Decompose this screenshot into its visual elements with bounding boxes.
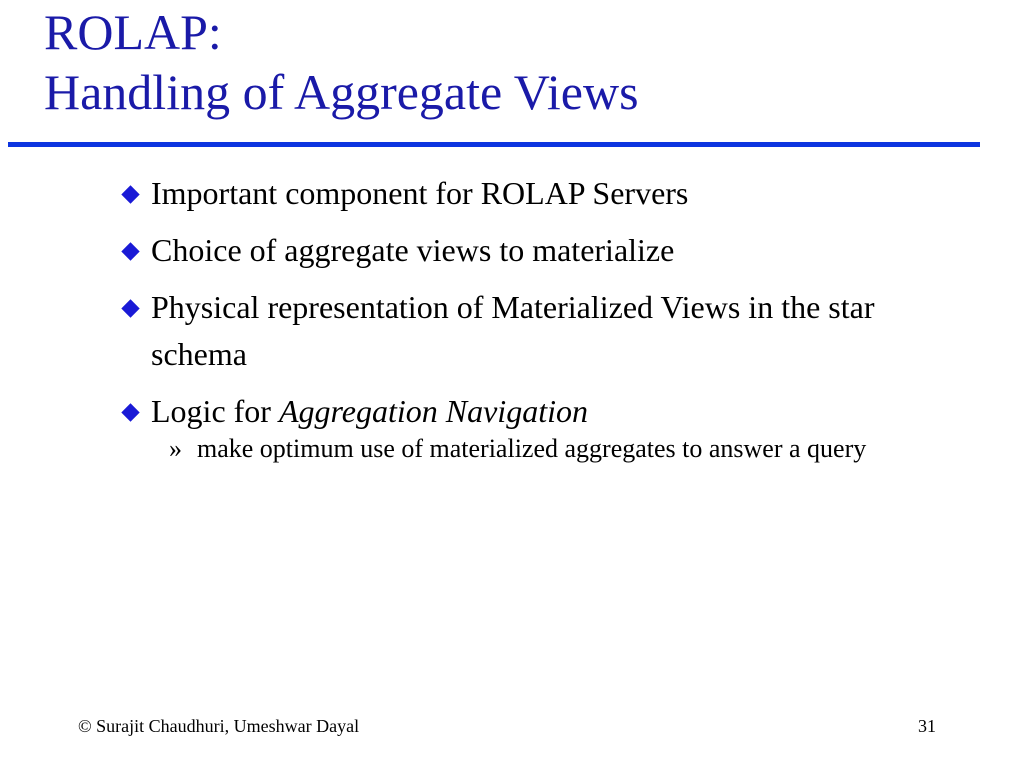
bullet-item bbox=[120, 170, 950, 217]
footer-copyright: © Surajit Chaudhuri, Umeshwar Dayal bbox=[78, 716, 360, 736]
bullet-text: Important component for ROLAP Servers bbox=[151, 175, 689, 211]
diamond-bullet-icon bbox=[121, 403, 139, 421]
footer-page-number: 31 bbox=[918, 716, 936, 736]
bullet-text bbox=[151, 393, 588, 429]
bullet-item bbox=[120, 388, 950, 464]
slide-title-line-1: ROLAP: bbox=[44, 4, 222, 60]
title-divider bbox=[8, 142, 980, 147]
bullet-text-emphasis: Aggregation Navigation bbox=[278, 393, 588, 429]
bullet-item bbox=[120, 227, 950, 274]
sub-bullet-item bbox=[151, 433, 950, 464]
sub-bullet-text: make optimum use of materialized aggregates to answer a query bbox=[197, 434, 867, 463]
diamond-bullet-icon bbox=[121, 299, 139, 317]
diamond-bullet-icon bbox=[121, 185, 139, 203]
slide-title bbox=[44, 2, 639, 122]
bullet-text: Choice of aggregate views to materialize bbox=[151, 232, 675, 268]
bullet-list bbox=[120, 170, 950, 474]
slide-title-line-2: Handling of Aggregate Views bbox=[44, 64, 639, 120]
sub-bullet-list bbox=[151, 433, 950, 464]
diamond-bullet-icon bbox=[121, 242, 139, 260]
bullet-text-prefix: Logic for bbox=[151, 393, 279, 429]
bullet-text: Physical representation of Materialized Views in the star schema bbox=[151, 289, 875, 372]
sub-bullet-marker: » bbox=[169, 434, 182, 463]
bullet-item bbox=[120, 284, 950, 378]
